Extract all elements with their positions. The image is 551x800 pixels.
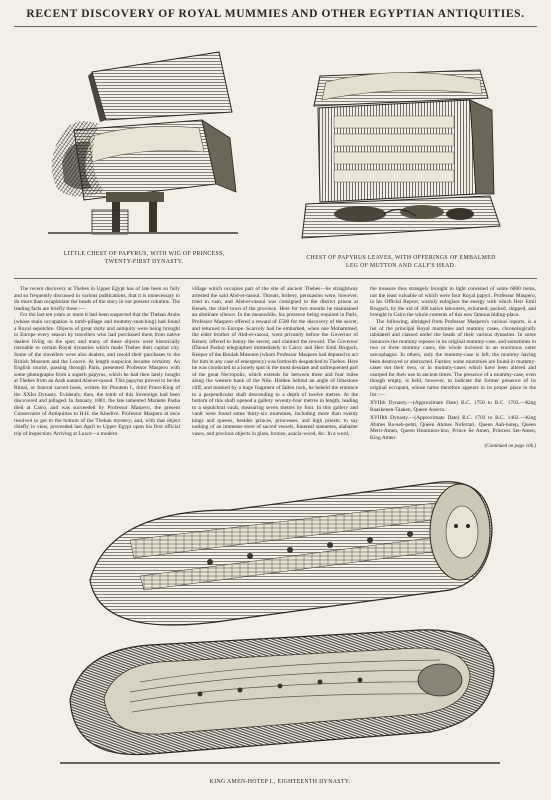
illustration-chest-offerings	[300, 64, 502, 252]
engraving-chest-wig-icon	[44, 42, 244, 244]
caption-line: TWENTY-FIRST DYNASTY.	[104, 259, 184, 265]
title-rule	[14, 26, 537, 27]
paragraph: For the last ten years or more it had been suspected that the Theban Arabs (whose main occupation is tomb-pillage and mummy-snatching) had found a Royal sepulchre. Objects of great rarity and antiquity were being brought to Europe every season by travellers who had purchased them from native dealers living on the spot; and many of these objects were historically traceable to certain Royal dynasties which made Thebes their capital city. Some of the travellers were also dealers, and resold their purchases to the British Museum and the Louvre. At length suspicion became certainty. An English tourist, passing through Paris, presented Professor Maspero with some photographs from a superb papyrus, which he had then lately bought at Thebes from an Arab named Abd-er-rasoul. This papyrus proved to be the Ritual, or funeral sacred book, written for Pinotem I., third Priest-King of the XXIst Dynasty. Evidently, then, the tomb of this Sovereign had been discovered and pillaged. In January, 1881, the late lamented Mariette Pasha died at Cairo, and was succeeded by Professor Maspero, the present Conservator of Antiquities to H.H. the Khedive. Professor Maspero at once resolved to get to the bottom of the Theban mystery; and, with that object chiefly in view, proceeded last April to Upper Egypt upon his first official trip of inspection. Arriving at Luxor—a modern	[14, 312, 180, 438]
continued-note: (Continued on page 106.)	[484, 443, 536, 449]
dynasty-entry: XVIIIth Dynasty.—(Approximate Date) B.C. 1703 to B.C. 1462.—King Ahmes Ra-neb-pehti, Queen Ahmes Nofertari, Queen Aah-hotep, Queen Merit-Amen, Queen Hontimoo-hoo, Prince Se Amen, Princess Set-Amen, King Amen-	[370, 415, 536, 442]
illustration-mummy-case	[60, 470, 500, 770]
paragraph: The following, abridged from Professor Maspero's various reports, is a list of the principal Royal mummies and mummy cases, chronologically tabulated and classed under the heads of their various dynasties. In some instances the mummy reposes in its original mummy-case, and sometimes in two or three mummy cases, the whole inclosed in an enormous outer sarcophagus. In others, only the mummy-case is left, the mummy having been destroyed or abstracted. Further, some mummies are found in mummy-cases not their own, or in mummy-cases which have been altered and usurped for their use in ancient times. The presence of a mummy-case, even though empty, is held, however, to indicate the former presence of its original occupant, whose name therefore appears in its proper place in the list :—	[370, 318, 536, 398]
article-column-3	[370, 286, 536, 464]
caption-chest-offerings	[300, 254, 502, 270]
page-title: RECENT DISCOVERY OF ROYAL MUMMIES AND OTHER EGYPTIAN ANTIQUITIES.	[26, 8, 525, 20]
engraving-mummy-case-icon	[60, 470, 500, 770]
caption-line: KING AMEN-HOTEP I., EIGHTEENTH DYNASTY.	[209, 779, 351, 785]
caption-line: LITTLE CHEST OF PAPYRUS, WITH WIG OF PRINCESS,	[63, 251, 225, 257]
caption-chest-wig	[44, 250, 244, 266]
caption-line: LEG OF MUTTON AND CALF'S HEAD.	[346, 263, 456, 269]
dynasty-entry: XVIIth Dynasty.—(Approximate Date) B.C. 1750 to B.C. 1703.—King Raaskenen-Taaken, Queen Ansera.	[370, 400, 536, 413]
section-rule	[14, 278, 537, 279]
caption-mummy-case	[60, 778, 500, 786]
paragraph: village which occupies part of the site of ancient Thebes—he straightway arrested the said Abd-er-rasoul. Threats, bribery, persuasion were, however, tried in vain, and Abd-er-rasoul was consigned to the district prison at Keneh, the chief town of the province. Here for two months he maintained an obstinate silence. In the meanwhile, his presence being required in Paris, Professor Maspero offered a reward of £500 for the discovery of the secret, and returned to Europe. Scarcely had he embarked, when one Mohammed, the elder brother of Abd-er-rasoul, went privately before the Governor of Keneh; offered to betray the secret; and claimed the reward. The Governor (Daoud Pasha) telegraphed immediately to Cairo; and Herr Emil Brugsch, Keeper of the Boulak Museum (whom Professor Maspero had deputed to act for him in any case of emergency) was forthwith despatched to Thebes. Here he was conducted to a lonely spot in the most desolate and unfrequented part of the great Necropolis, which extends for between three and four miles along the western bank of the Nile. Hidden behind an angle of limestone cliff, and masked by a huge fragment of fallen rock, he beheld the entrance to a perpendicular shaft descending to a depth of twelve metres. At the bottom of this shaft opened a gallery seventy-four metres in length, leading to a sepulchral vault, measuring seven metres by four. In this gallery and vault were found some thirty-six mummies, including more than twenty kings and queens, besides princes, princesses, and high priests; to say nothing of an immense store of sacred vessels, funereal statuettes, alabaster vases, and precious objects in glass, bronze, acacia-wood, &c. In a word,	[192, 286, 358, 438]
paragraph: The recent discovery at Thebes in Upper Egypt has of late been so fully and so frequently discussed in various publications, that it is unnecessary to do more than recapitulate the heads of the story in our present columns. The leading facts are briefly these :—	[14, 286, 180, 312]
article-column-1	[14, 286, 180, 464]
caption-line: CHEST OF PAPYRUS LEAVES, WITH OFFERINGS OF EMBALMED	[306, 255, 496, 261]
paragraph: the treasure thus strangely brought to light consisted of some 6000 items, not the least valuable of which were four Royal papyri. Professor Maspero, in his Official Report, warmly eulogises the energy with which Herr Emil Brugsch, by the aid of 300 native labourers, exhumed, packed, shipped, and brought to Cairo the whole contents of this new famous hiding-place.	[370, 286, 536, 319]
illustration-chest-wig	[44, 42, 244, 244]
engraving-chest-offerings-icon	[300, 64, 502, 252]
article-column-2	[192, 286, 358, 464]
